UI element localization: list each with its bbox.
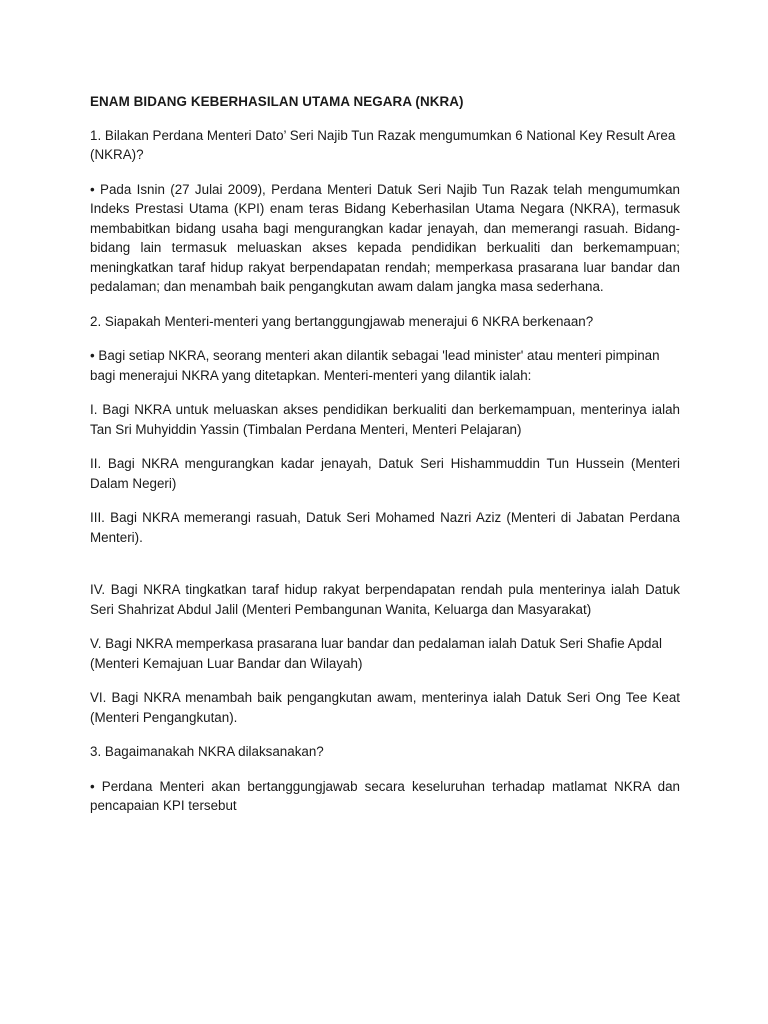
- document-title: ENAM BIDANG KEBERHASILAN UTAMA NEGARA (NKRA): [90, 94, 464, 109]
- answer-1-paragraph: • Pada Isnin (27 Julai 2009), Perdana Menteri Datuk Seri Najib Tun Razak telah mengumumkan Indeks Prestasi Utama (KPI) enam teras Bidang Keberhasilan Utama Negara (NKRA), termasuk membabitkan bidang usaha bagi mengurangkan kadar jenayah, dan memerangi rasuah. Bidang-bidang lain termasuk meluaskan akses kepada pendidikan berkualiti dan berkemampuan; meningkatkan taraf hidup rakyat berpendapatan rendah; memperkasa prasarana luar bandar dan pedalaman; dan menambah baik pengangkutan awam dalam jangka masa sederhana.: [90, 181, 680, 294]
- minister-item-5: V. Bagi NKRA memperkasa prasarana luar bandar dan pedalaman ialah Datuk Seri Shafie Apdal (Menteri Kemajuan Luar Bandar dan Wilayah): [90, 636, 662, 671]
- answer-3-paragraph: • Perdana Menteri akan bertanggungjawab secara keseluruhan terhadap matlamat NKRA dan pencapaian KPI tersebut: [90, 778, 680, 813]
- minister-item-1: I. Bagi NKRA untuk meluaskan akses pendidikan berkualiti dan berkemampuan, menterinya ialah Tan Sri Muhyiddin Yassin (Timbalan Perdana Menteri, Menteri Pelajaran): [90, 402, 680, 437]
- answer-2-intro: • Bagi setiap NKRA, seorang menteri akan dilantik sebagai 'lead minister' atau menteri pimpinan bagi menerajui NKRA yang ditetapkan. Menteri-menteri yang dilantik ialah:: [90, 348, 660, 383]
- question-2: 2. Siapakah Menteri-menteri yang bertanggungjawab menerajui 6 NKRA berkenaan?: [90, 313, 594, 329]
- question-1: 1. Bilakan Perdana Menteri Dato’ Seri Najib Tun Razak mengumumkan 6 National Key Result Area (NKRA)?: [90, 127, 676, 162]
- minister-item-2: II. Bagi NKRA mengurangkan kadar jenayah, Datuk Seri Hishammuddin Tun Hussein (Menteri Dalam Negeri): [90, 456, 680, 491]
- question-3: 3. Bagaimanakah NKRA dilaksanakan?: [90, 744, 324, 759]
- document-page: [90, 92, 680, 831]
- minister-item-6: VI. Bagi NKRA menambah baik pengangkutan awam, menterinya ialah Datuk Seri Ong Tee Keat (Menteri Pengangkutan).: [90, 690, 680, 725]
- minister-item-3: III. Bagi NKRA memerangi rasuah, Datuk Seri Mohamed Nazri Aziz (Menteri di Jabatan Perdana Menteri).: [90, 510, 680, 545]
- minister-item-4: IV. Bagi NKRA tingkatkan taraf hidup rakyat berpendapatan rendah pula menterinya ialah Datuk Seri Shahrizat Abdul Jalil (Menteri Pembangunan Wanita, Keluarga dan Masyarakat): [90, 582, 680, 617]
